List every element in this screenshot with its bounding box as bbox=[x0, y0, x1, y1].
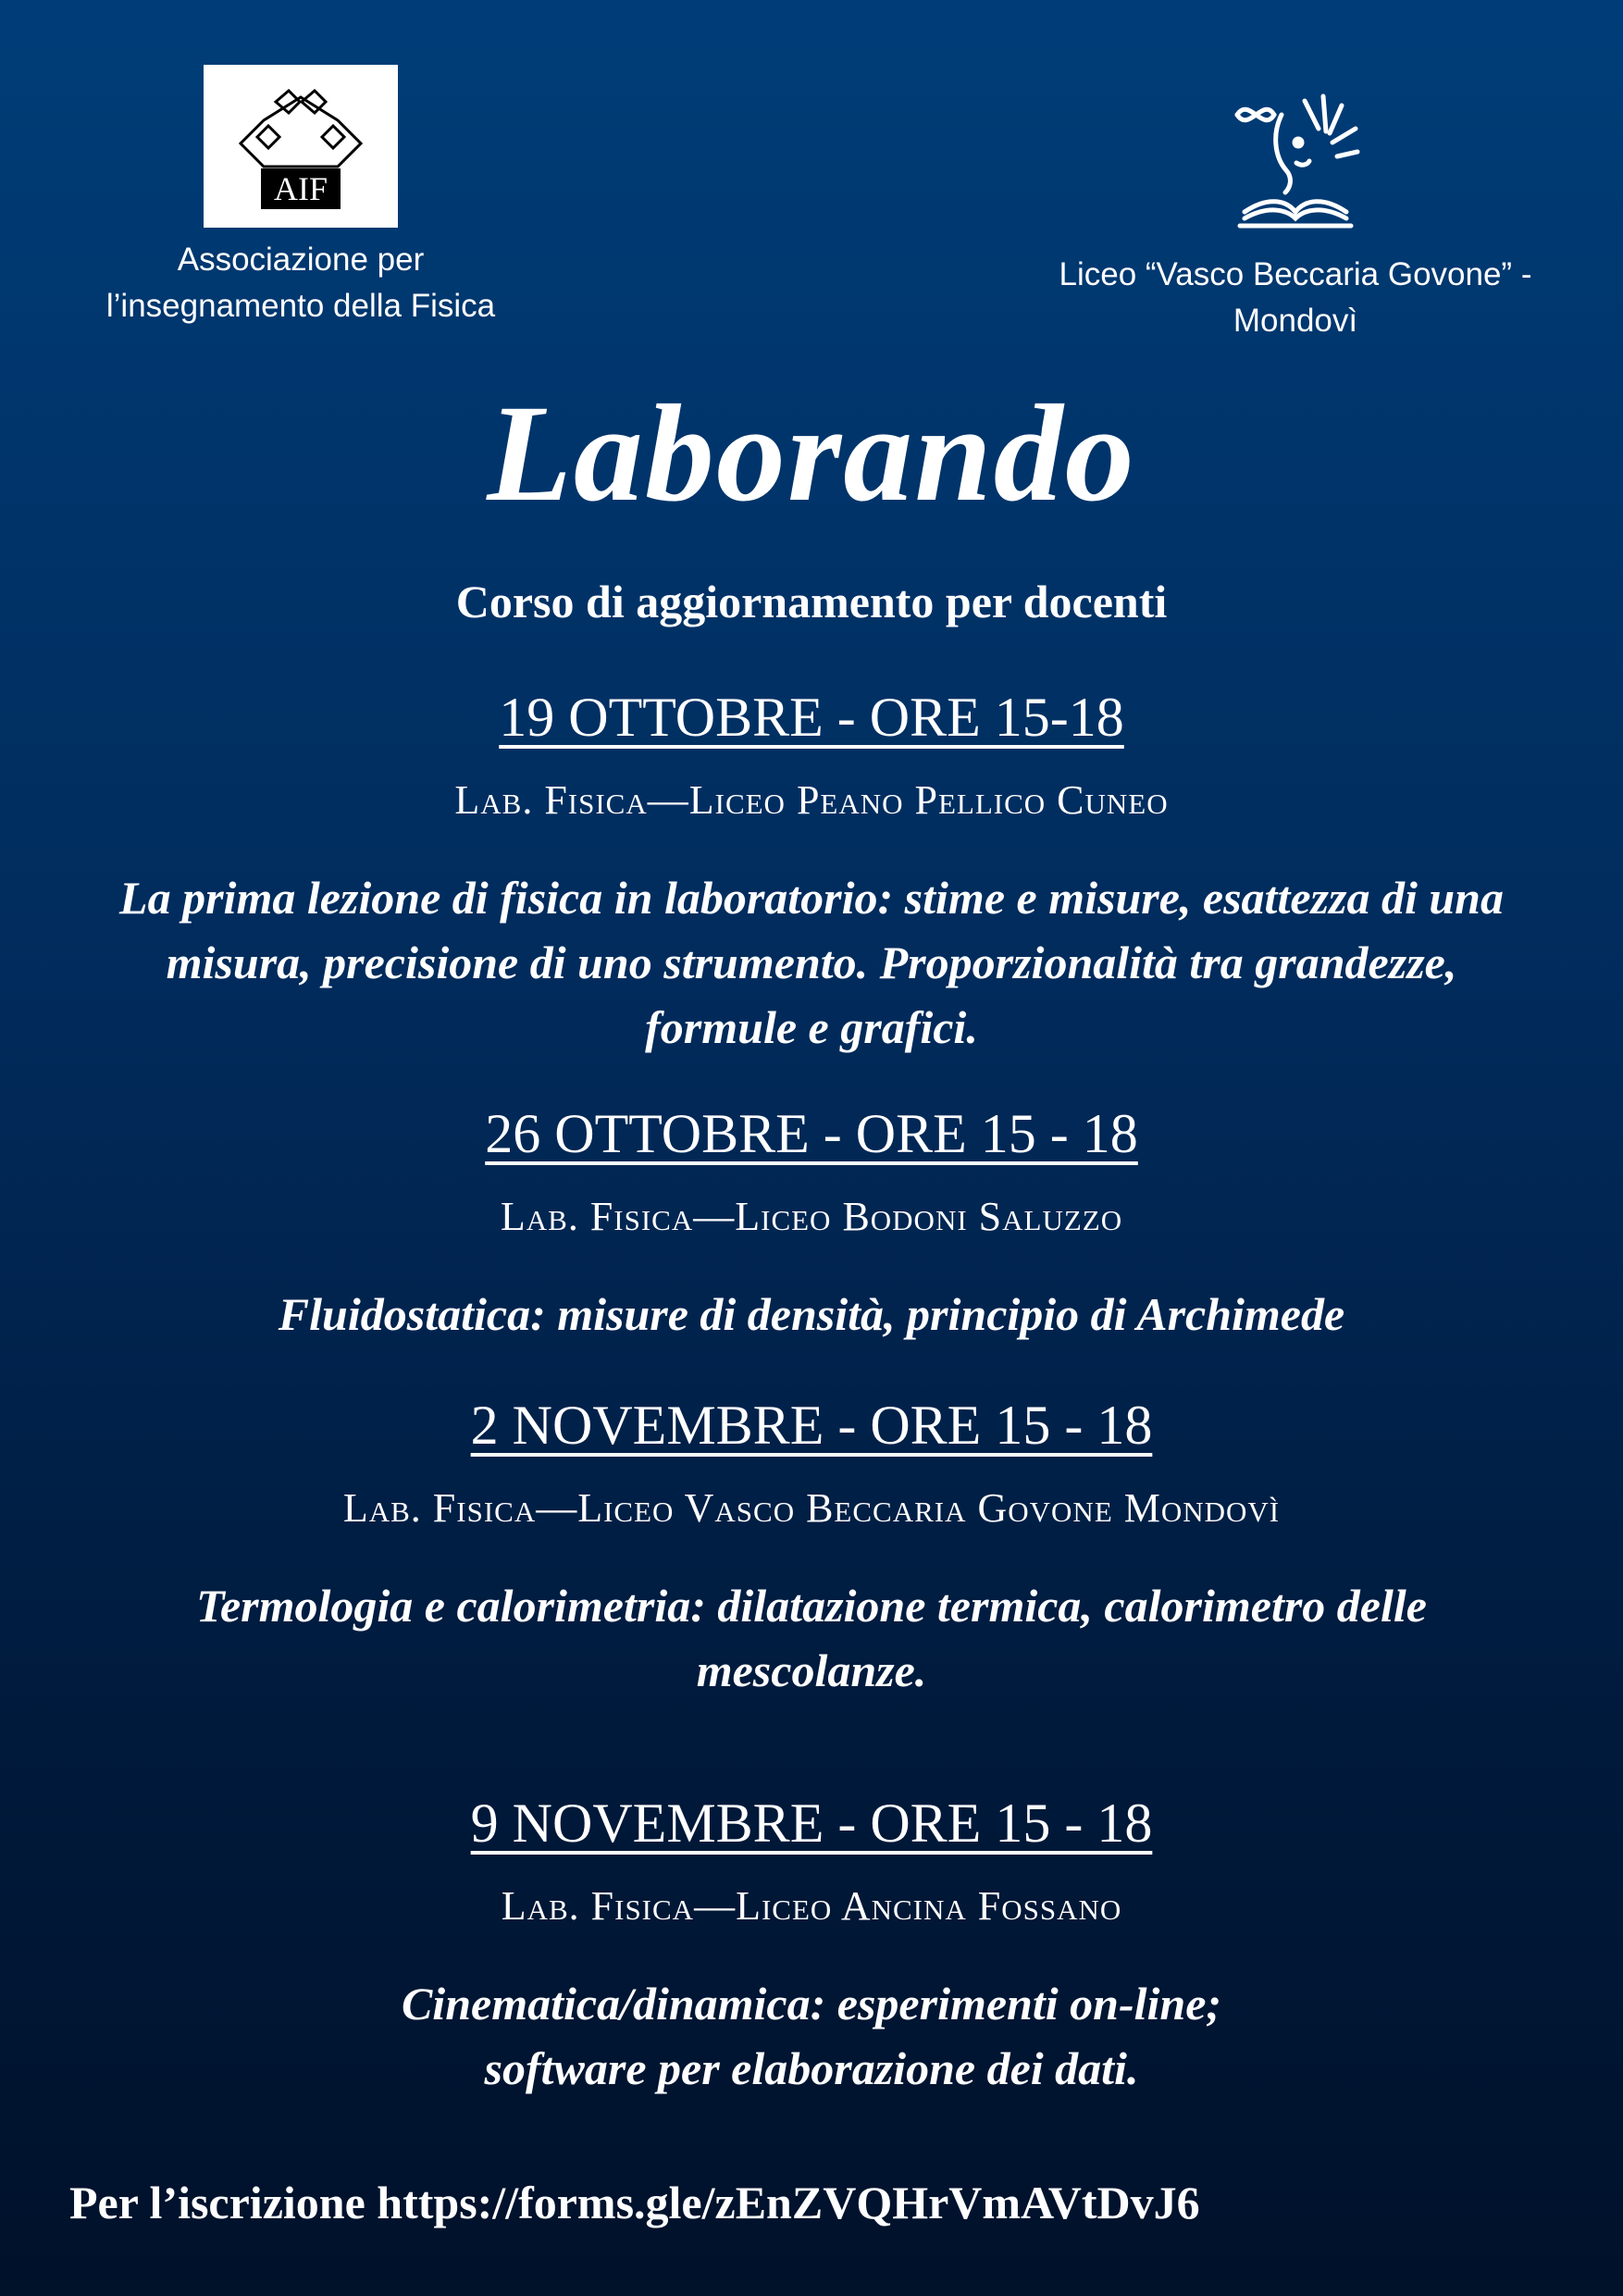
page-subtitle: Corso di aggiornamento per docenti bbox=[455, 576, 1168, 627]
page-title: Laborando bbox=[487, 377, 1136, 530]
liceo-emblem-icon bbox=[1217, 78, 1374, 235]
session-4-date: 9 NOVEMBRE - ORE 15 - 18 bbox=[470, 1793, 1153, 1854]
session-3-date: 2 NOVEMBRE - ORE 15 - 18 bbox=[470, 1395, 1153, 1456]
session-3-description bbox=[0, 1573, 1623, 1703]
liceo-caption-line2: Mondovì bbox=[1233, 303, 1358, 339]
session-4-description bbox=[0, 1971, 1623, 2101]
session-3-description-line: mescolanze. bbox=[696, 1644, 927, 1696]
liceo-logo bbox=[1217, 78, 1374, 235]
session-4-description-line: Cinematica/dinamica: esperimenti on-line; bbox=[401, 1978, 1222, 2029]
session-2-date: 26 OTTOBRE - ORE 15 - 18 bbox=[485, 1103, 1138, 1164]
aif-caption-line2: l’insegnamento della Fisica bbox=[105, 288, 496, 324]
aif-logo-block bbox=[56, 65, 546, 329]
session-1-description-line: La prima lezione di fisica in laboratorio: stime e misure, esattezza di una bbox=[119, 872, 1504, 924]
session-4-place: Lab. Fisica—Liceo Ancina Fossano bbox=[501, 1883, 1122, 1929]
aif-caption-line1: Associazione per bbox=[177, 242, 425, 278]
session-1-date: 19 OTTOBRE - ORE 15-18 bbox=[499, 687, 1124, 748]
registration-footer[interactable]: Per l’iscrizione https://forms.gle/zEnZVQHrVmAVtDvJ6 bbox=[69, 2177, 1200, 2228]
session-1-place: Lab. Fisica—Liceo Peano Pellico Cuneo bbox=[454, 777, 1169, 823]
session-3-place: Lab. Fisica—Liceo Vasco Beccaria Govone Mondovì bbox=[342, 1485, 1281, 1531]
session-4-description-line: software per elaborazione dei dati. bbox=[484, 2042, 1139, 2094]
session-1-description-line: misura, precisione di uno strumento. Proporzionalità tra grandezze, bbox=[166, 937, 1457, 988]
aif-logo bbox=[204, 65, 398, 228]
aif-logo-label: AIF bbox=[261, 168, 341, 209]
liceo-caption-line1: Liceo “Vasco Beccaria Govone” - bbox=[1059, 256, 1532, 292]
liceo-logo-block bbox=[1009, 65, 1582, 344]
session-3-description-line: Termologia e calorimetria: dilatazione termica, calorimetro delle bbox=[196, 1580, 1427, 1632]
session-2-description bbox=[0, 1282, 1623, 1347]
session-2-place: Lab. Fisica—Liceo Bodoni Saluzzo bbox=[500, 1194, 1123, 1239]
session-2-description-line: Fluidostatica: misure di densità, principio di Archimede bbox=[278, 1288, 1345, 1340]
session-1-description bbox=[0, 865, 1623, 1060]
session-1-description-line: formule e grafici. bbox=[645, 1001, 978, 1053]
